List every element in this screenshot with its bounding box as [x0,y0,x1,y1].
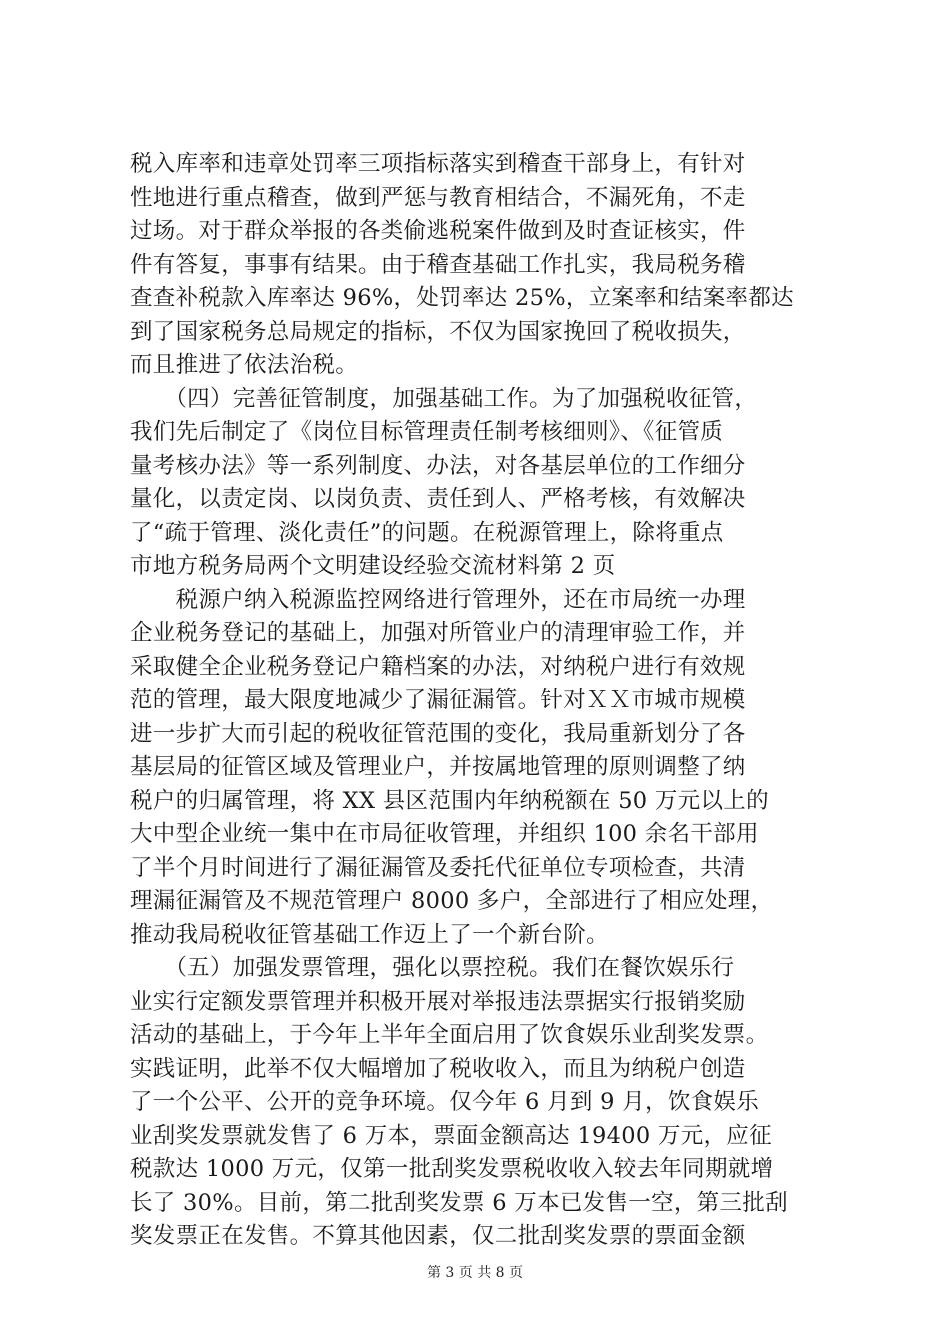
text-line: 税款达 1000 万元，仅第一批刮奖发票税收收入较去年同期就增 [130,1156,774,1182]
text-line: 业实行定额发票管理并积极开展对举报违法票据实行报销奖励 [130,988,746,1015]
text-line: （四）完善征管制度，加强基础工作。为了加强税收征管， [130,385,758,412]
text-line: 采取健全企业税务登记户籍档案的办法，对纳税户进行有效规 [130,653,746,680]
text-line: 实践证明，此举不仅大幅增加了税收收入，而且为纳税户创造 [130,1055,746,1082]
text-line: 我们先后制定了《岗位目标管理责任制考核细则》、《征管质 [130,419,724,445]
text-line: 税户的归属管理，将 XX 县区范围内年纳税额在 50 万元以上的 [130,787,769,814]
text-line: 而且推进了依法治税。 [130,352,359,378]
text-line: 到了国家税务总局规定的指标，不仅为国家挽回了税收损失， [130,318,746,345]
text-line: 奖发票正在发售。不算其他因素，仅二批刮奖发票的票面金额 [130,1223,746,1249]
page-footer: 第 3 页 共 8 页 [426,1265,524,1281]
text-line: 量化，以责定岗、以岗负责、责任到人、严格考核，有效解决 [130,486,746,512]
text-line: 业刮奖发票就发售了 6 万本，票面金额高达 19400 万元，应征 [130,1122,772,1149]
body-text [130,148,830,1254]
text-line: 活动的基础上，于今年上半年全面启用了饮食娱乐业刮奖发票。 [130,1022,769,1048]
text-line: 了一个公平、公开的竞争环境。仅今年 6 月到 9 月，饮食娱乐 [130,1089,760,1115]
text-line: 查查补税款入库率达 96%，处罚率达 25%，立案率和结案率都达 [130,285,794,311]
text-line: 过场。对于群众举报的各类偷逃税案件做到及时查证核实，件 [130,218,746,244]
text-line: 税入库率和违章处罚率三项指标落实到稽查干部身上，有针对 [130,151,746,177]
text-line: 件有答复，事事有结果。由于稽查基础工作扎实，我局税务稽 [130,251,746,278]
text-line: 量考核办法》等一系列制度、办法，对各基层单位的工作细分 [130,452,746,479]
text-line: 了“疏于管理、淡化责任”的问题。在税源管理上，除将重点 [130,519,724,546]
text-line: 长了 30%。目前，第二批刮奖发票 6 万本已发售一空，第三批刮 [130,1189,788,1216]
text-line: 企业税务登记的基础上，加强对所管业户的清理审验工作，并 [130,620,746,646]
text-line: 了半个月时间进行了漏征漏管及委托代征单位专项检查，共清 [130,854,746,881]
text-line: 大中型企业统一集中在市局征收管理，并组织 100 余名干部用 [130,821,759,847]
text-line: 推动我局税收征管基础工作迈上了一个新台阶。 [130,921,609,948]
text-line: 基层局的征管区域及管理业户，并按属地管理的原则调整了纳 [130,754,746,780]
text-line: （五）加强发票管理，强化以票控税。我们在餐饮娱乐行 [130,955,735,981]
text-line: 理漏征漏管及不规范管理户 8000 多户，全部进行了相应处理， [130,888,774,914]
text-line: 性地进行重点稽查，做到严惩与教育相结合，不漏死角，不走 [130,184,746,211]
text-line: 进一步扩大而引起的税收征管范围的变化，我局重新划分了各 [130,720,746,747]
text-line: 市地方税务局两个文明建设经验交流材料第 2 页 [130,553,616,579]
text-line: 税源户纳入税源监控网络进行管理外，还在市局统一办理 [130,586,746,613]
text-line: 范的管理，最大限度地减少了漏征漏管。针对ＸＸ市城市规模 [130,687,746,713]
